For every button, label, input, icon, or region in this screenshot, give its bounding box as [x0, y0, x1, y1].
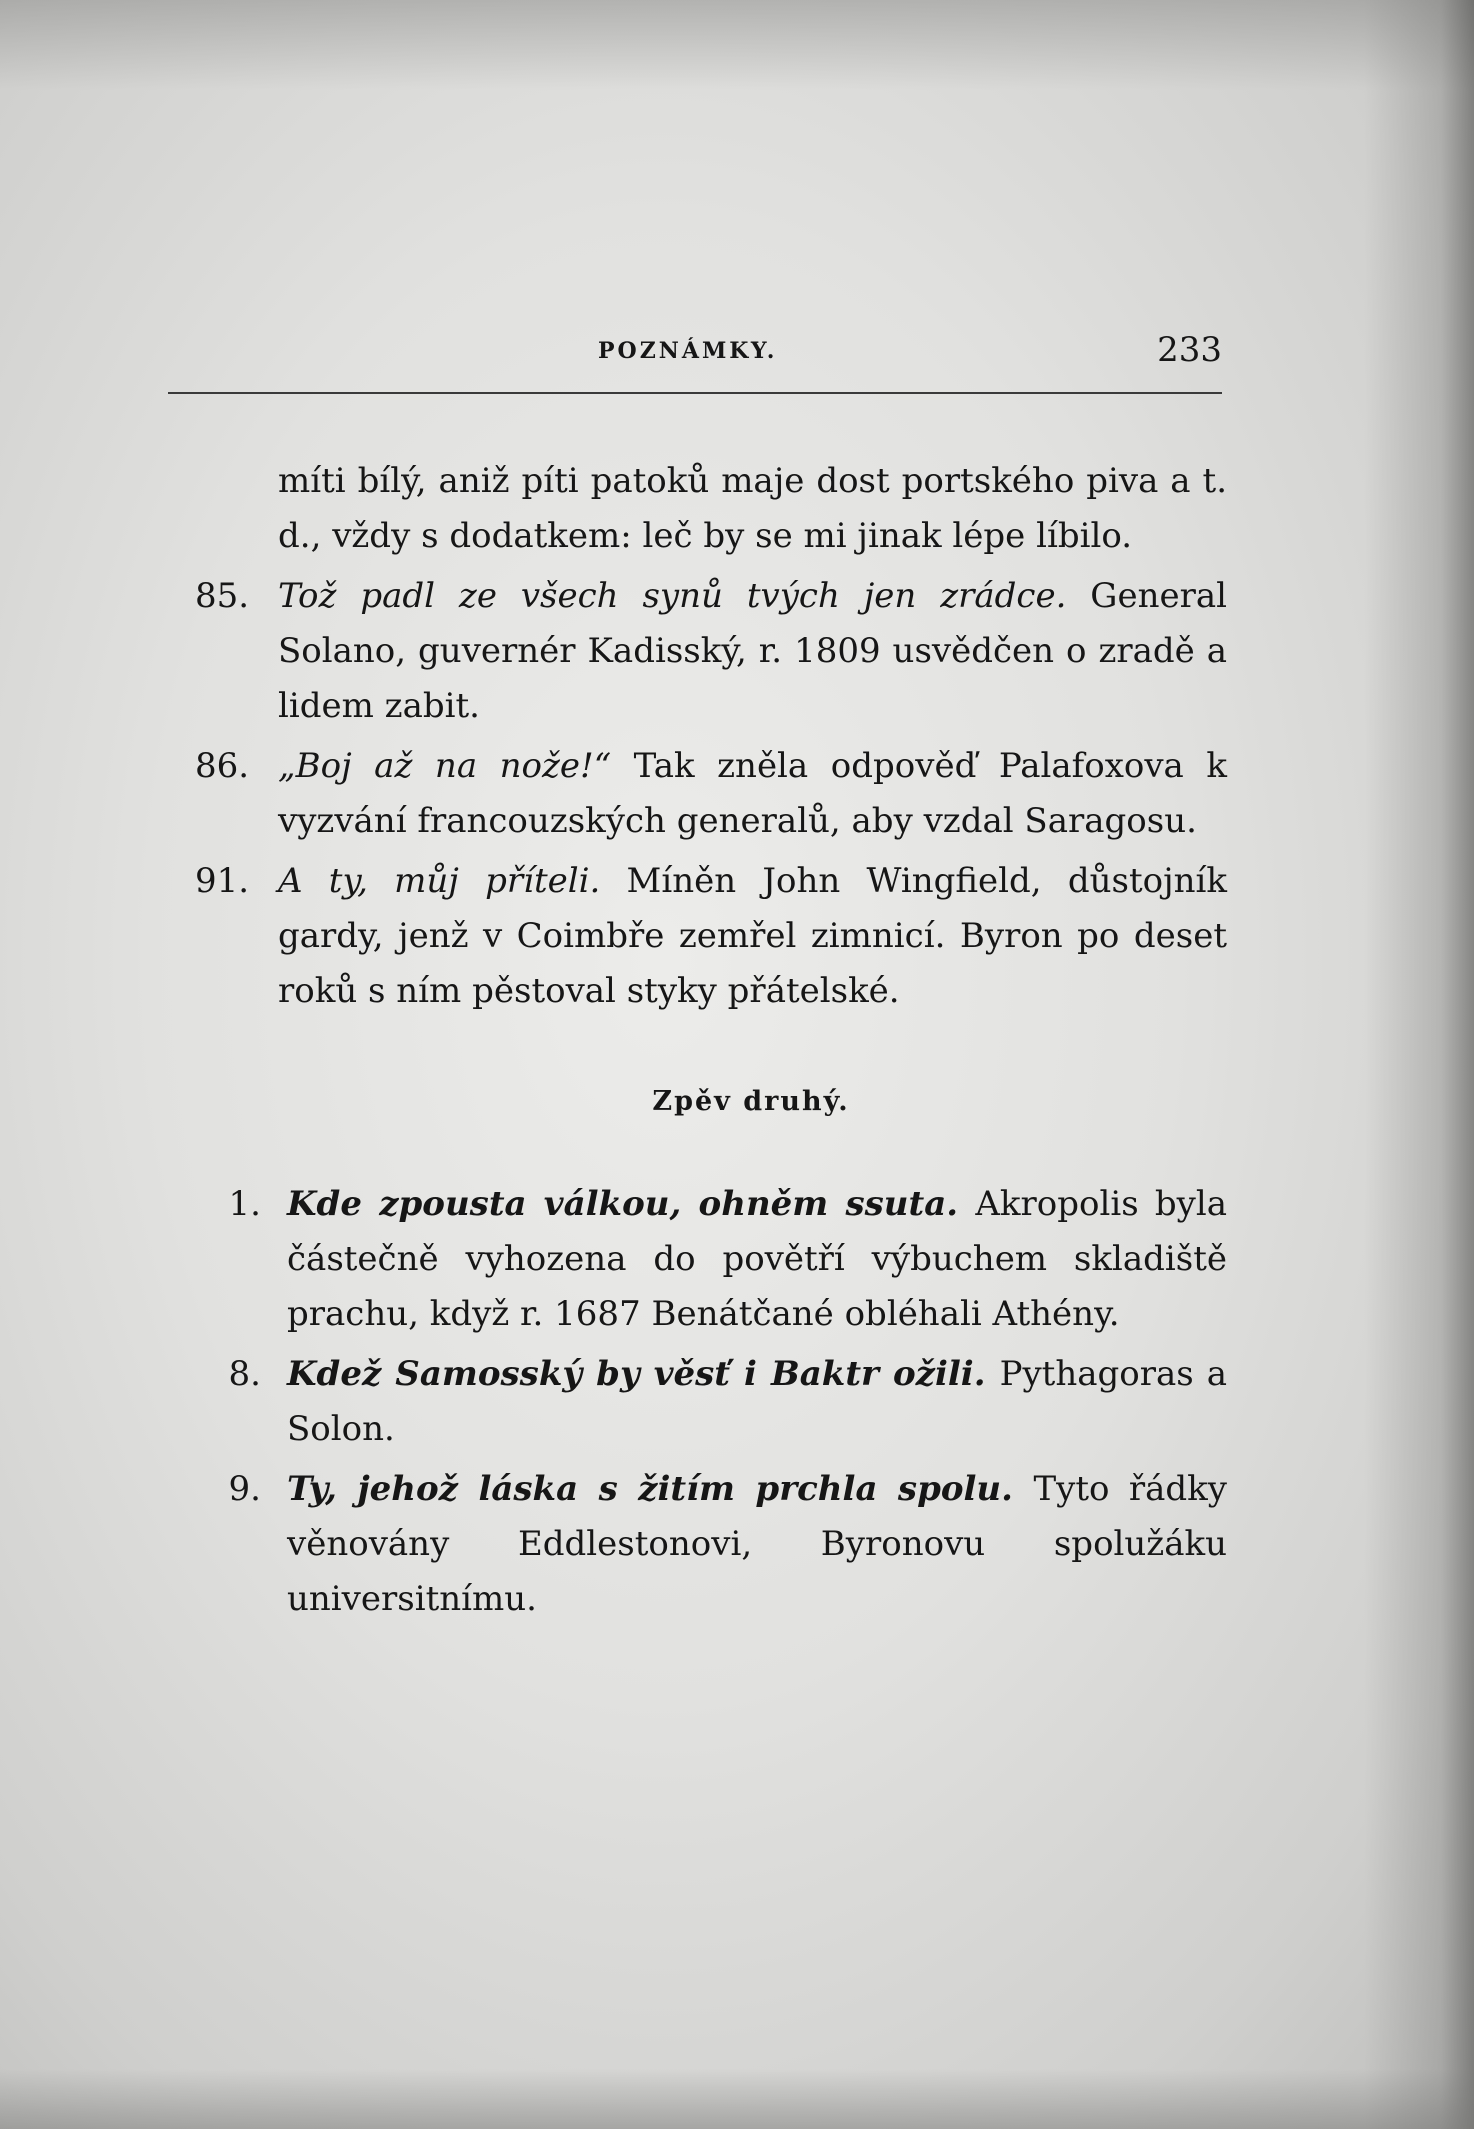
note-91: [195, 854, 1227, 1019]
note-lemma: Tož padl ze všech synů tvých jen zrádce.: [278, 576, 1091, 616]
note-lemma: Kdež Samosský by věsť i Baktr ožili.: [287, 1354, 1000, 1394]
note-text: Akropolis byla částečně vyhozena do povětří výbuchem skladiště prachu, když r. 1687 Benátčané obléhali Athény.: [287, 1184, 1228, 1334]
note-lemma: A ty, můj příteli.: [278, 861, 627, 901]
note-number: 9.: [228, 1469, 261, 1509]
running-title: POZNÁMKY.: [598, 338, 778, 364]
page-number: 233: [1157, 330, 1222, 370]
note-number: 91.: [195, 861, 250, 901]
page-edge-shadow-right: [1364, 0, 1474, 2129]
note-text: General Solano, guvernér Kadisský, r. 1809 usvědčen o zradě a lidem zabit.: [278, 576, 1227, 726]
note-lemma: Kde zpousta válkou, ohněm ssuta.: [287, 1184, 976, 1224]
note-8: [195, 1347, 1227, 1457]
running-head: [168, 330, 1222, 374]
notes-part-1: [195, 454, 1227, 1019]
note-continuation: [195, 454, 1227, 564]
note-number: 85.: [195, 576, 250, 616]
notes-part-2: [195, 1177, 1227, 1627]
note-lemma: „Boj až na nože!“: [278, 746, 634, 786]
note-text: Tyto řádky věnovány Eddlestonovi, Byronovu spolužáku universitnímu.: [287, 1469, 1227, 1619]
note-lemma: Ty, jehož láska s žitím prchla spolu.: [287, 1469, 1034, 1509]
header-rule: [168, 392, 1222, 394]
note-text: míti bílý, aniž píti patoků maje dost portského piva a t. d., vždy s dodatkem: leč by se mi jinak lépe líbilo.: [278, 461, 1227, 556]
section-title: Zpěv druhý.: [652, 1086, 850, 1117]
page-edge-shadow-top: [0, 0, 1474, 90]
note-85: [195, 569, 1227, 734]
note-1: [195, 1177, 1227, 1342]
note-number: 86.: [195, 746, 250, 786]
note-9: [195, 1462, 1227, 1627]
note-number: 8.: [228, 1354, 261, 1394]
note-number: 1.: [228, 1184, 261, 1224]
note-text: Tak zněla odpověď Palafoxova k vyzvání francouzských generalů, aby vzdal Saragosu.: [278, 746, 1227, 841]
notes-body: [195, 454, 1227, 1632]
note-86: [195, 739, 1227, 849]
page-edge-shadow-bottom: [0, 2069, 1474, 2129]
note-text: Míněn John Wingfield, důstojník gardy, jenž v Coimbře zemřel zimnicí. Byron po deset roků s ním pěstoval styky přátelské.: [278, 861, 1227, 1011]
note-text: Pythagoras a Solon.: [287, 1354, 1227, 1449]
